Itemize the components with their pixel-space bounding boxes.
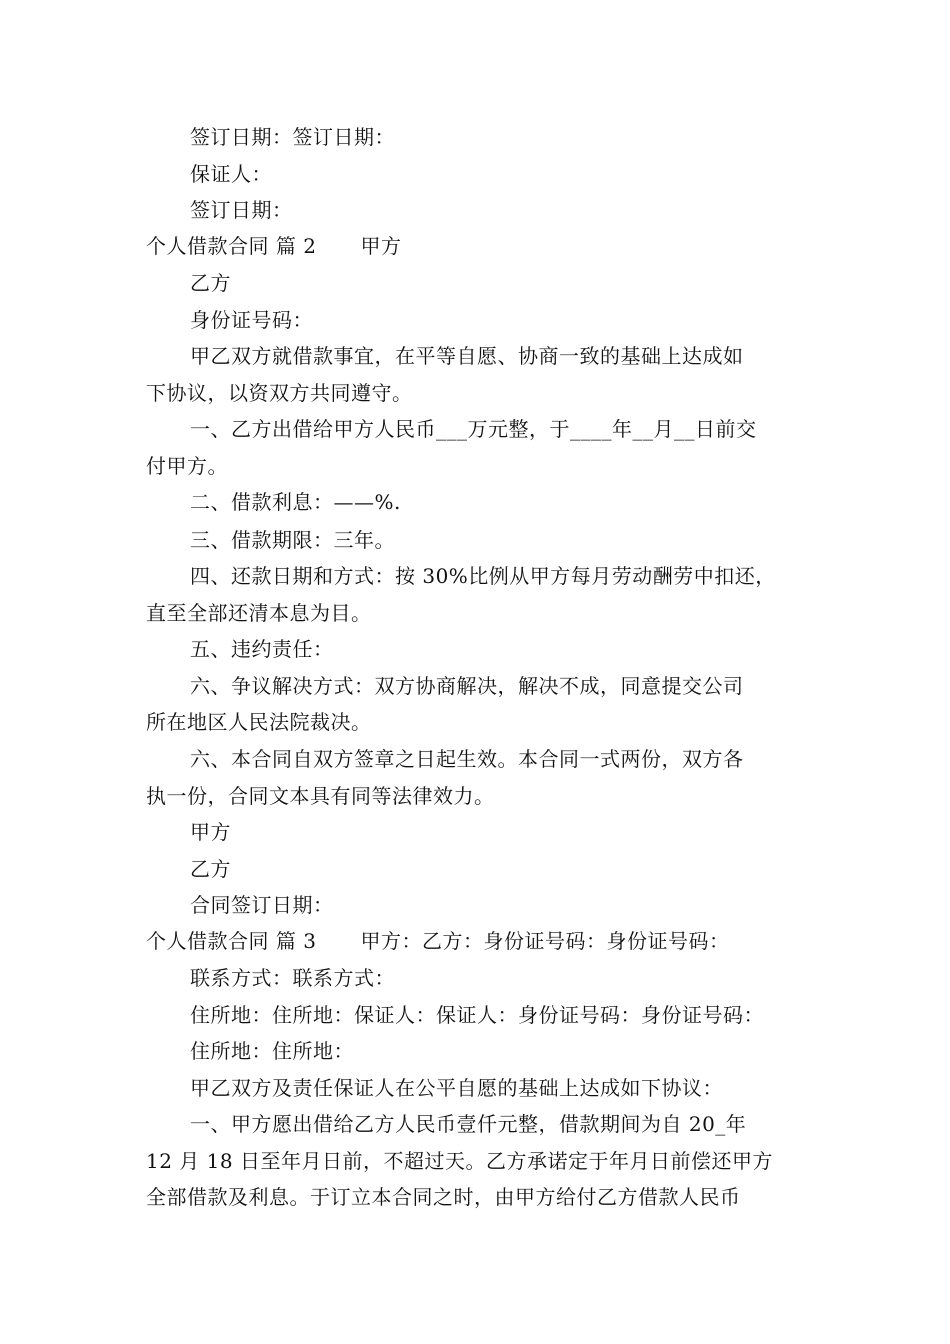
text-line: 一、甲方愿出借给乙方人民币壹仟元整，借款期间为自 20_年 xyxy=(190,1112,747,1136)
text-line: 执一份，合同文本具有同等法律效力。 xyxy=(146,784,495,808)
text-line: 下协议，以资双方共同遵守。 xyxy=(146,381,413,405)
text-line: 甲乙双方及责任保证人在公平自愿的基础上达成如下协议： xyxy=(190,1076,723,1100)
text-line: 签订日期： xyxy=(190,198,293,222)
text-line: 二、借款利息：——%. xyxy=(190,490,401,514)
text-line: 甲乙双方就借款事宜，在平等自愿、协商一致的基础上达成如 xyxy=(190,344,744,368)
text-line: 六、争议解决方式：双方协商解决，解决不成，同意提交公司 xyxy=(190,674,744,698)
heading-title: 个人借款合同 篇 2 xyxy=(146,234,317,258)
text-line: 一、乙方出借给甲方人民币___万元整，于____年__月__日前交 xyxy=(190,417,757,441)
text-line: 六、本合同自双方签章之日起生效。本合同一式两份，双方各 xyxy=(190,747,744,771)
text-line: 乙方 xyxy=(190,271,231,295)
text-line: 12 月 18 日至年月日前，不超过天。乙方承诺定于年月日前偿还甲方 xyxy=(146,1149,773,1173)
text-line: 签订日期：签订日期： xyxy=(190,125,395,149)
text-line: 三、借款期限：三年。 xyxy=(190,528,395,552)
text-line: 联系方式：联系方式： xyxy=(190,966,395,990)
text-line: 甲方 xyxy=(190,820,231,844)
text-line: 住所地：住所地： xyxy=(190,1039,354,1063)
text-line: 乙方 xyxy=(190,857,231,881)
text-line: 全部借款及利息。于订立本合同之时，由甲方给付乙方借款人民币 xyxy=(146,1185,741,1209)
text-line: 保证人： xyxy=(190,162,272,186)
text-line: 身份证号码： xyxy=(190,308,313,332)
section-heading xyxy=(146,929,811,953)
text-line: 付甲方。 xyxy=(146,454,228,478)
text-line: 四、还款日期和方式：按 30%比例从甲方每月劳动酬劳中扣还， xyxy=(190,564,776,588)
section-heading xyxy=(146,234,811,258)
text-line: 住所地：住所地：保证人：保证人：身份证号码：身份证号码： xyxy=(190,1003,764,1027)
heading-parties: 甲方：乙方：身份证号码：身份证号码： xyxy=(360,929,730,953)
heading-party: 甲方 xyxy=(360,234,402,258)
text-line: 五、违约责任： xyxy=(190,637,334,661)
heading-title: 个人借款合同 篇 3 xyxy=(146,929,317,953)
text-line: 合同签订日期： xyxy=(190,893,334,917)
text-line: 所在地区人民法院裁决。 xyxy=(146,710,372,734)
text-line: 直至全部还清本息为目。 xyxy=(146,601,372,625)
